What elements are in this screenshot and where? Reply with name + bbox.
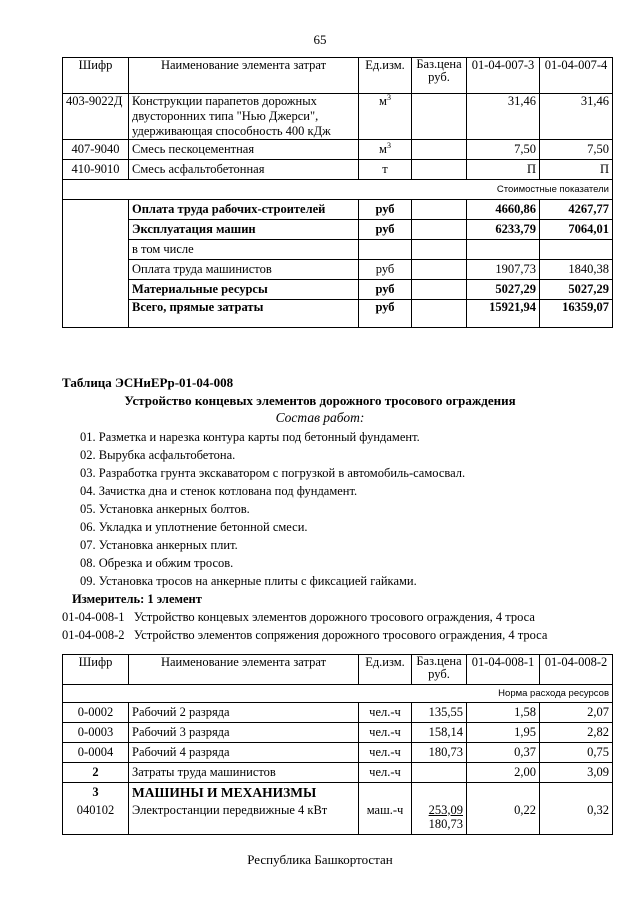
work-item: 02. Вырубка асфальтобетона. xyxy=(80,448,236,462)
cost-value-1: 6233,79 xyxy=(467,220,540,240)
machines-code: 3 xyxy=(63,783,129,803)
header-code: Шифр xyxy=(63,58,129,94)
cost-name: Материальные ресурсы xyxy=(129,280,359,300)
table-row xyxy=(63,803,613,835)
cost-value-2: 4267,77 xyxy=(540,200,613,220)
row-unit: т xyxy=(359,160,412,180)
cost-unit: руб xyxy=(359,220,412,240)
cost-name: Оплата труда машинистов xyxy=(129,260,359,280)
row-unit: $м^3$ xyxy=(359,94,412,140)
row-value-2: 0,75 xyxy=(540,743,613,763)
row-value-1: 7,50 xyxy=(467,140,540,160)
cost-unit: руб xyxy=(359,260,412,280)
row-value-1: 31,46 xyxy=(467,94,540,140)
row-name: Рабочий 2 разряда xyxy=(129,703,359,723)
definition-text: Устройство концевых элементов дорожного тросового ограждения, 4 троса xyxy=(133,610,535,624)
work-item: 04. Зачистка дна и стенок котлована под фундамент. xyxy=(80,484,358,498)
row-value-2: 7,50 xyxy=(540,140,613,160)
cost-value-2: 5027,29 xyxy=(540,280,613,300)
row-name: Конструкции парапетов дорожных двусторонних типа "Нью Джерси", удерживающая способность 400 кДж xyxy=(129,94,359,140)
row-value-1: 1,58 xyxy=(467,703,540,723)
row-value-2: 3,09 xyxy=(540,763,613,783)
definition-line xyxy=(62,628,547,643)
work-item: 09. Установка тросов на анкерные плиты с фиксацией гайками. xyxy=(80,574,417,588)
row-code: 0-0002 xyxy=(63,703,129,723)
table-row xyxy=(63,94,613,140)
resource-table-1 xyxy=(62,57,613,328)
work-composition-label: Состав работ: xyxy=(275,410,365,425)
row-code: 403-9022Д xyxy=(63,94,129,140)
header-base-price: Баз.цена руб. xyxy=(412,58,467,94)
row-value-2: 2,07 xyxy=(540,703,613,723)
row-code: 0-0003 xyxy=(63,723,129,743)
row-value-2: 2,82 xyxy=(540,723,613,743)
row-price: 135,55 xyxy=(412,703,467,723)
definition-text: Устройство элементов сопряжения дорожного тросового ограждения, 4 троса xyxy=(133,628,548,642)
cost-row xyxy=(63,280,613,300)
header-unit: Ед.изм. xyxy=(359,655,412,685)
row-price: 180,73 xyxy=(412,743,467,763)
row-value-1: 1,95 xyxy=(467,723,540,743)
cost-unit: руб xyxy=(359,300,412,328)
cost-name: в том числе xyxy=(129,240,359,260)
work-item: 08. Обрезка и обжим тросов. xyxy=(80,556,234,570)
definition-code: 01-04-008-2 xyxy=(62,628,125,642)
cost-value-1: 15921,94 xyxy=(467,300,540,328)
cost-name: Эксплуатация машин xyxy=(129,220,359,240)
cost-name: Оплата труда рабочих-строителей xyxy=(129,200,359,220)
row-unit: чел.-ч xyxy=(359,723,412,743)
table-row xyxy=(63,703,613,723)
header-col1: 01-04-007-3 xyxy=(467,58,540,94)
definition-code: 01-04-008-1 xyxy=(62,610,125,624)
header-col2: 01-04-008-2 xyxy=(540,655,613,685)
cost-value-2: 16359,07 xyxy=(540,300,613,328)
header-unit: Ед.изм. xyxy=(359,58,412,94)
work-item: 03. Разработка грунта экскаватором с погрузкой в автомобиль-самосвал. xyxy=(80,466,466,480)
table-row xyxy=(63,160,613,180)
header-col2: 01-04-007-4 xyxy=(540,58,613,94)
row-unit: чел.-ч xyxy=(359,763,412,783)
table-row xyxy=(63,723,613,743)
row-value-1: 0,22 xyxy=(467,803,540,835)
work-item: 05. Установка анкерных болтов. xyxy=(80,502,250,516)
row-name: Смесь пескоцементная xyxy=(129,140,359,160)
row-unit: чел.-ч xyxy=(359,703,412,723)
cost-value-1: 5027,29 xyxy=(467,280,540,300)
row-code: 410-9010 xyxy=(63,160,129,180)
row-value-2: 31,46 xyxy=(540,94,613,140)
row-price: 253,09 180,73 xyxy=(412,803,467,835)
section-label: Стоимостные показатели xyxy=(63,180,613,200)
header-base-price: Баз.цена руб. xyxy=(412,655,467,685)
page-number: 65 xyxy=(313,32,327,47)
section-label: Норма расхода ресурсов xyxy=(63,685,613,703)
header-name: Наименование элемента затрат xyxy=(129,58,359,94)
table-subtitle: Устройство концевых элементов дорожного тросового ограждения xyxy=(124,393,516,408)
row-code: 0-0004 xyxy=(63,743,129,763)
cost-row xyxy=(63,220,613,240)
row-name: Электростанции передвижные 4 кВт xyxy=(129,803,359,835)
row-value-1: 0,37 xyxy=(467,743,540,763)
work-item: 01. Разметка и нарезка контура карты под бетонный фундамент. xyxy=(80,430,420,444)
row-code: 407-9040 xyxy=(63,140,129,160)
header-col1: 01-04-008-1 xyxy=(467,655,540,685)
cost-name: Всего, прямые затраты xyxy=(129,300,359,328)
row-name: Затраты труда машинистов xyxy=(129,763,359,783)
cost-value-1: 4660,86 xyxy=(467,200,540,220)
cost-value-1: 1907,73 xyxy=(467,260,540,280)
cost-row xyxy=(63,260,613,280)
row-value-2: 0,32 xyxy=(540,803,613,835)
header-name: Наименование элемента затрат xyxy=(129,655,359,685)
row-name: Рабочий 4 разряда xyxy=(129,743,359,763)
header-code: Шифр xyxy=(63,655,129,685)
cost-row xyxy=(63,200,613,220)
row-unit: маш.-ч xyxy=(359,803,412,835)
cost-value-2: 7064,01 xyxy=(540,220,613,240)
table-row xyxy=(63,140,613,160)
definition-line xyxy=(62,610,535,625)
table-title: Таблица ЭСНиЕРр-01-04-008 xyxy=(62,375,234,390)
cost-unit: руб xyxy=(359,280,412,300)
cost-row xyxy=(63,300,613,328)
row-name: Рабочий 3 разряда xyxy=(129,723,359,743)
measurer: Измеритель: 1 элемент xyxy=(72,592,202,606)
table-row xyxy=(63,743,613,763)
cost-value-2: 1840,38 xyxy=(540,260,613,280)
row-value-1: П xyxy=(467,160,540,180)
row-unit: $м^3$ xyxy=(359,140,412,160)
resource-table-2 xyxy=(62,654,613,835)
row-price: 158,14 xyxy=(412,723,467,743)
table-row xyxy=(63,763,613,783)
cost-row xyxy=(63,240,613,260)
work-item: 06. Укладка и уплотнение бетонной смеси. xyxy=(80,520,308,534)
machines-title: МАШИНЫ И МЕХАНИЗМЫ xyxy=(129,783,359,803)
row-code: 040102 xyxy=(63,803,129,835)
row-unit: чел.-ч xyxy=(359,743,412,763)
footer: Республика Башкортостан xyxy=(247,852,393,867)
row-value-2: П xyxy=(540,160,613,180)
work-item: 07. Установка анкерных плит. xyxy=(80,538,238,552)
row-name: Смесь асфальтобетонная xyxy=(129,160,359,180)
row-code: 2 xyxy=(63,763,129,783)
cost-unit: руб xyxy=(359,200,412,220)
machines-header-row xyxy=(63,783,613,803)
row-value-1: 2,00 xyxy=(467,763,540,783)
